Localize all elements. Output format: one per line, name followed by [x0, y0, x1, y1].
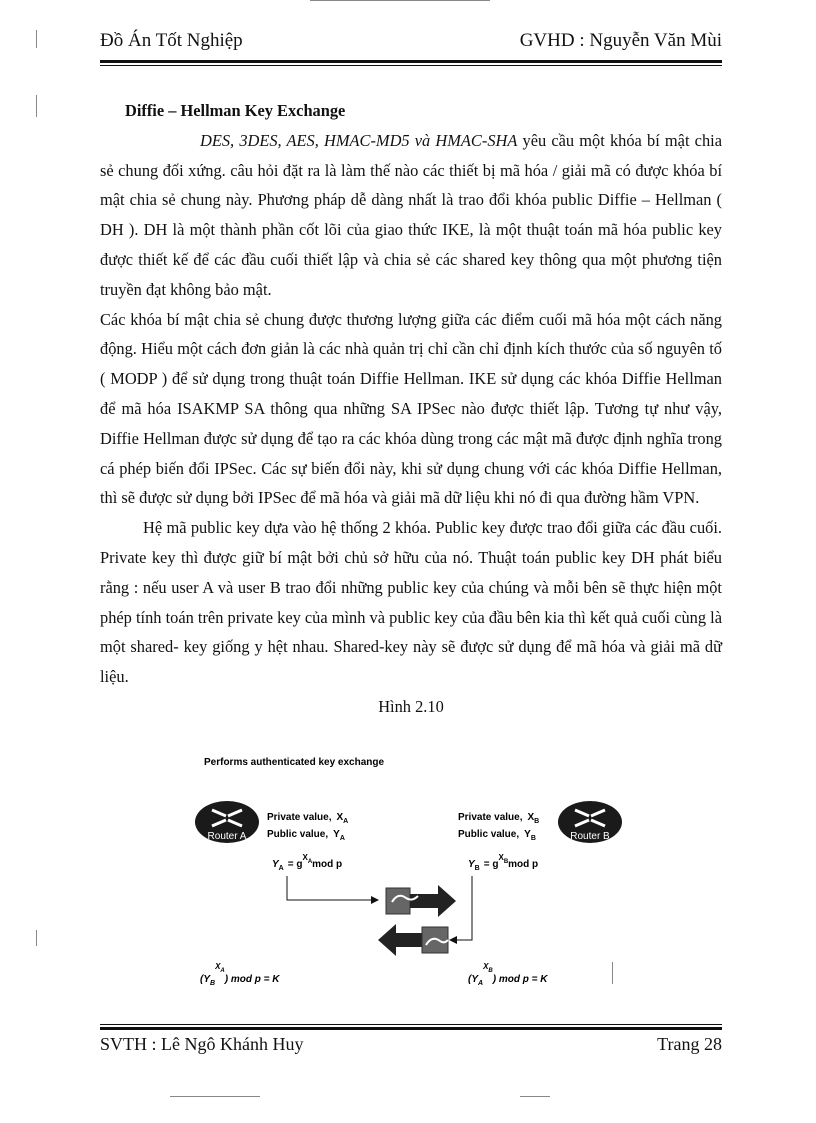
b-xb: X — [527, 812, 535, 823]
scan-mark-left-1 — [36, 30, 37, 48]
dh-exchange-diagram — [190, 752, 640, 992]
footer-rule-thin — [100, 1024, 722, 1025]
eq-a-exp-sub: A — [307, 859, 313, 865]
scan-mark-left-3 — [36, 930, 37, 946]
key-b-base-sub: A — [478, 980, 484, 987]
header-rule-thin — [100, 65, 722, 66]
a-xa-sub: A — [343, 818, 349, 825]
connector-a — [287, 876, 378, 900]
scan-mark-left-2 — [36, 95, 37, 117]
b-public-label: Public value, — [458, 829, 520, 840]
footer-rule-thick — [100, 1027, 722, 1030]
router-a-icon — [195, 801, 259, 843]
section-heading: Diffie – Hellman Key Exchange — [125, 101, 346, 120]
footer-right: Trang 28 — [657, 1034, 722, 1054]
eq-a-y-sub: A — [278, 865, 284, 872]
b-private-line — [458, 812, 539, 825]
a-public-line — [267, 829, 345, 842]
connector-b — [450, 876, 472, 940]
paragraph-3: Hệ mã public key dựa vào hệ thống 2 khóa. Public key được trao đổi giữa các đầu cuối. Private key thì được giữ bí mật bởi chủ sở hữu của nó. Thuật toán public key DH phát biểu rằng : nếu user A và user B trao đổi những public key của chúng và mỗi bên sẽ thực hiện một phép tính toán trên private key của mình và public key của đầu bên kia thì kết quả cuối cùng là một shared- key giống y hệt nhau. Shared-key này sẽ được sử dụng để mã hóa và giải mã dữ liệu. — [100, 518, 722, 687]
paragraph-1-lead: DES, 3DES, AES, HMAC-MD5 và HMAC-SHA — [200, 130, 518, 150]
scan-mark-right — [612, 962, 613, 984]
shared-key-a — [200, 962, 280, 987]
key-a-exp-sub: A — [220, 968, 225, 974]
eq-a-tail: mod p — [312, 859, 343, 870]
eq-a-y: Y — [272, 859, 279, 870]
a-ya: Y — [333, 829, 340, 840]
figure-caption: Hình 2.10 — [378, 696, 444, 716]
eq-a-mid: = g — [287, 859, 303, 870]
key-a-tail: ) mod p = K — [224, 974, 280, 985]
eq-b-exp: X — [498, 853, 504, 862]
a-ya-sub: A — [339, 835, 345, 842]
eq-b-tail: mod p — [508, 859, 539, 870]
key-b-exp: X — [483, 962, 489, 971]
b-yb: Y — [524, 829, 531, 840]
a-public-label: Public value, — [267, 829, 329, 840]
eq-a-exp: X — [302, 853, 308, 862]
key-a-base: (Y — [200, 974, 210, 985]
header-left: Đồ Án Tốt Nghiệp — [100, 30, 243, 51]
eq-b-mid: = g — [483, 859, 499, 870]
scan-mark-bottom-1 — [170, 1096, 260, 1097]
b-private-label: Private value, — [458, 812, 523, 823]
a-xa: X — [336, 812, 344, 823]
b-yb-sub: B — [530, 835, 536, 842]
eq-b-y: Y — [468, 859, 475, 870]
footer-left: SVTH : Lê Ngô Khánh Huy — [100, 1034, 304, 1054]
figure-title: Performs authenticated key exchange — [204, 757, 385, 768]
eq-b-y-sub: B — [474, 865, 480, 872]
paragraph-1 — [100, 126, 722, 305]
scan-mark-top — [310, 0, 490, 1]
paragraph-1-rest: yêu cầu một khóa bí mật chia sẻ chung đối xứng. câu hỏi đặt ra là làm thế nào các thiết bị mã hóa / giải mã có được khóa bí mật chia sẻ chung này. Phương pháp dễ dàng nhất là trao đổi khóa public Diffie – Hellman ( DH ). DH là một thành phần cốt lõi của giao thức IKE, là một thuật toán mã hóa public key được thiết kế để các đầu cuối thiết lập và chia sẻ các shared key thông qua một phương tiện truyền đạt không bảo mật. — [100, 130, 722, 299]
router-b-icon — [558, 801, 622, 843]
page-footer — [100, 1034, 722, 1064]
header-rule-thick — [100, 60, 722, 63]
key-a-base-sub: B — [210, 980, 216, 987]
equation-a — [272, 853, 342, 872]
router-b-label: Router B — [570, 831, 610, 842]
a-private-label: Private value, — [267, 812, 332, 823]
header-right: GVHD : Nguyễn Văn Mùi — [519, 30, 722, 51]
paragraph-2: Các khóa bí mật chia sẻ chung được thương lượng giữa các điểm cuối mã hóa một cách năng động. Hiểu một cách đơn giản là các nhà quản trị chỉ cần chỉ định kích thước của số nguyên tố ( MODP ) để sử dụng trong thuật toán Diffie Hellman. IKE sử dụng các khóa Diffie Hellman để mã hóa ISAKMP SA thông qua những SA IPSec nào được thiết lập. Tương tự như vậy, Diffie Hellman được sử dụng để tạo ra các khóa dùng trong các mật mã được định nghĩa trong cá phép biến đổi IPSec. Các sự biến đổi này, khi sử dụng chung với các khóa Diffie Hellman, thì sẽ được sử dụng bởi IPSec để mã hóa và giải mã dữ liệu khi nó đi qua đường hầm VPN. — [100, 309, 722, 508]
eq-b-exp-sub: B — [503, 859, 509, 865]
router-a-label: Router A — [207, 831, 247, 842]
exchange-arrow-right — [386, 885, 456, 917]
key-b-base: (Y — [468, 974, 478, 985]
scan-mark-bottom-2 — [520, 1096, 550, 1097]
exchange-arrow-left — [378, 924, 448, 956]
b-public-line — [458, 829, 536, 842]
key-b-tail: ) mod p = K — [492, 974, 548, 985]
key-a-exp: X — [215, 962, 221, 971]
page-content — [100, 96, 722, 722]
equation-b — [468, 853, 538, 872]
key-b-exp-sub: B — [488, 968, 493, 974]
a-private-line — [267, 812, 348, 825]
page-header — [100, 30, 722, 60]
shared-key-b — [468, 962, 548, 987]
b-xb-sub: B — [534, 818, 540, 825]
